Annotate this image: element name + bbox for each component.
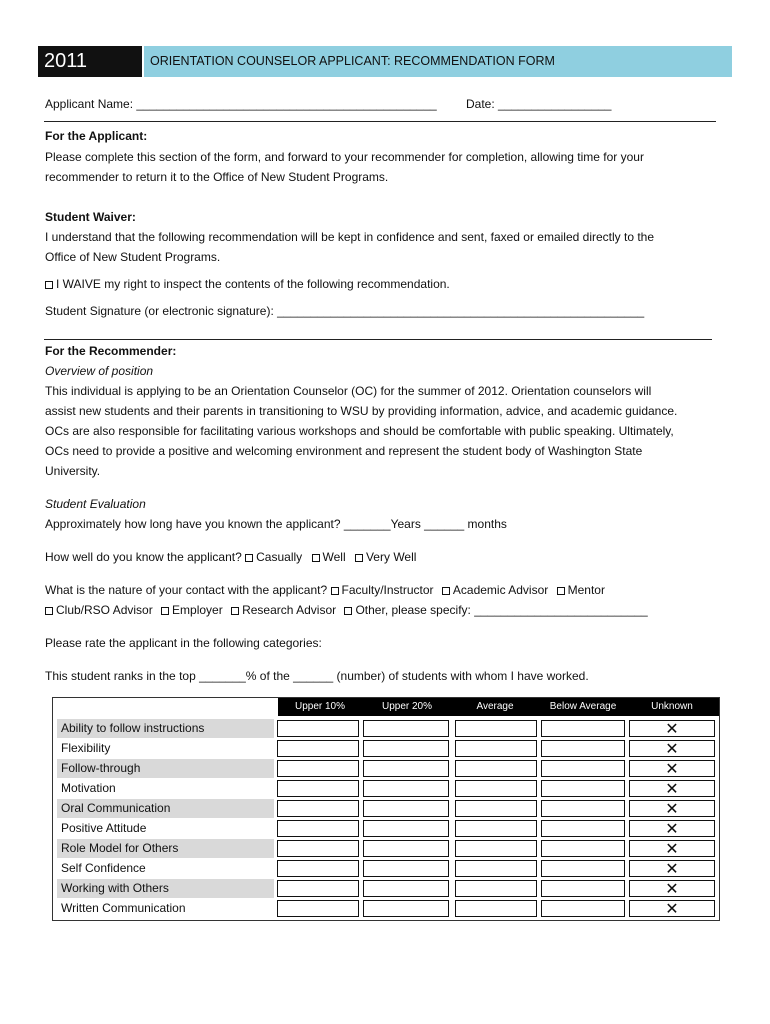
applicant-instructions-line: Please complete this section of the form, and forward to your recommender for completion, allowing time for your (45, 150, 644, 164)
unknown-rating-cell[interactable] (629, 840, 715, 857)
rating-cell[interactable] (363, 720, 449, 737)
overview-heading: Overview of position (45, 364, 154, 378)
faculty-label: Faculty/Instructor (341, 583, 434, 597)
rating-cell[interactable] (541, 900, 625, 917)
rating-row-label: Working with Others (57, 879, 274, 898)
rating-cell[interactable] (277, 820, 359, 837)
column-header: Upper 10% (294, 701, 346, 712)
rating-cell[interactable] (455, 760, 537, 777)
how-well-label: How well do you know the applicant? (45, 550, 242, 564)
unknown-rating-cell[interactable] (629, 760, 715, 777)
rating-cell[interactable] (455, 880, 537, 897)
student-signature-field[interactable]: Student Signature (or electronic signature): _______________________________________________________ (45, 304, 645, 318)
other-specify-field[interactable]: Other, please specify: __________________________ (355, 603, 648, 617)
overview-line: assist new students and their parents in transitioning to WSU by providing information, advice, and academic guidance. (45, 404, 678, 418)
overview-line: OCs need to provide a positive and welcoming environment and represent the student body of Washington State (45, 444, 643, 458)
well-checkbox[interactable] (312, 554, 320, 562)
rating-cell[interactable] (363, 800, 449, 817)
mentor-checkbox[interactable] (557, 587, 565, 595)
rating-cell[interactable] (277, 840, 359, 857)
how-well-row (45, 547, 416, 567)
rating-cell[interactable] (541, 720, 625, 737)
rating-cell[interactable] (455, 840, 537, 857)
rating-cell[interactable] (541, 860, 625, 877)
column-header: Unknown (651, 701, 693, 712)
overview-line: This individual is applying to be an Orientation Counselor (OC) for the summer of 2012. Orientation counselors will (45, 384, 652, 398)
recommender-heading: For the Recommender: (45, 344, 177, 358)
known-length-field[interactable]: Approximately how long have you known the applicant? _______Years ______ months (45, 517, 507, 531)
rating-row-label: Positive Attitude (61, 821, 147, 835)
rating-row-label: Oral Communication (57, 799, 274, 818)
rating-cell[interactable] (363, 820, 449, 837)
well-label: Well (322, 550, 346, 564)
rating-row-label: Motivation (61, 781, 116, 795)
rating-cell[interactable] (541, 880, 625, 897)
overview-line: University. (45, 464, 101, 478)
overview-line: OCs are also responsible for facilitating various workshops and should be comfortable with public speaking. Ultimately, (45, 424, 674, 438)
unknown-rating-cell[interactable] (629, 800, 715, 817)
research-advisor-label: Research Advisor (242, 603, 337, 617)
x-mark-icon: ✕ (665, 901, 679, 918)
unknown-rating-cell[interactable] (629, 740, 715, 757)
x-mark-icon: ✕ (665, 781, 679, 798)
employer-label: Employer (172, 603, 223, 617)
club-advisor-checkbox[interactable] (45, 607, 53, 615)
rating-cell[interactable] (363, 880, 449, 897)
waiver-checkbox[interactable] (45, 281, 53, 289)
rating-cell[interactable] (455, 780, 537, 797)
club-advisor-label: Club/RSO Advisor (56, 603, 153, 617)
unknown-rating-cell[interactable] (629, 820, 715, 837)
x-mark-icon: ✕ (665, 821, 679, 838)
rating-cell[interactable] (277, 860, 359, 877)
header-year: 2011 (38, 46, 142, 77)
rating-cell[interactable] (363, 760, 449, 777)
faculty-checkbox[interactable] (331, 587, 339, 595)
x-mark-icon: ✕ (665, 761, 679, 778)
rating-row-label: Written Communication (61, 901, 186, 915)
evaluation-heading: Student Evaluation (45, 497, 146, 511)
applicant-instructions-line: recommender to return it to the Office of New Student Programs. (45, 170, 389, 184)
rating-cell[interactable] (455, 800, 537, 817)
date-field[interactable]: Date: _________________ (466, 97, 612, 111)
x-mark-icon: ✕ (665, 881, 679, 898)
waiver-checkbox-row[interactable] (45, 274, 450, 294)
unknown-rating-cell[interactable] (629, 900, 715, 917)
academic-advisor-label: Academic Advisor (452, 583, 549, 597)
waiver-checkbox-label: I WAIVE my right to inspect the contents of the following recommendation. (56, 277, 450, 291)
x-mark-icon: ✕ (665, 741, 679, 758)
rating-cell[interactable] (363, 840, 449, 857)
unknown-rating-cell[interactable] (629, 780, 715, 797)
rating-cell[interactable] (541, 820, 625, 837)
rating-cell[interactable] (541, 760, 625, 777)
rating-cell[interactable] (455, 900, 537, 917)
rating-cell[interactable] (277, 800, 359, 817)
casually-checkbox[interactable] (245, 554, 253, 562)
other-checkbox[interactable] (344, 607, 352, 615)
waiver-text-line: I understand that the following recommendation will be kept in confidence and sent, faxed or emailed directly to the (45, 230, 655, 244)
rating-cell[interactable] (455, 720, 537, 737)
contact-row-2 (45, 600, 648, 620)
waiver-text-line: Office of New Student Programs. (45, 250, 221, 264)
research-advisor-checkbox[interactable] (231, 607, 239, 615)
rate-prompt: Please rate the applicant in the following categories: (45, 636, 322, 650)
rating-row-label: Ability to follow instructions (57, 719, 274, 738)
rating-row-label: Follow-through (57, 759, 274, 778)
rating-cell[interactable] (277, 880, 359, 897)
rating-cell[interactable] (363, 860, 449, 877)
divider (44, 339, 712, 340)
x-mark-icon: ✕ (665, 841, 679, 858)
rating-cell[interactable] (455, 820, 537, 837)
divider (44, 121, 716, 122)
rating-cell[interactable] (541, 840, 625, 857)
rating-cell[interactable] (541, 740, 625, 757)
rank-field[interactable]: This student ranks in the top _______% of the ______ (number) of students with whom I have worked. (45, 669, 589, 683)
waiver-heading: Student Waiver: (45, 210, 136, 224)
rating-cell[interactable] (277, 720, 359, 737)
academic-advisor-checkbox[interactable] (442, 587, 450, 595)
applicant-section-heading: For the Applicant: (45, 129, 148, 143)
rating-row-label: Flexibility (61, 741, 111, 755)
unknown-rating-cell[interactable] (629, 880, 715, 897)
rating-cell[interactable] (455, 860, 537, 877)
employer-checkbox[interactable] (161, 607, 169, 615)
rating-cell[interactable] (277, 780, 359, 797)
rating-cell[interactable] (455, 740, 537, 757)
contact-label: What is the nature of your contact with the applicant? (45, 583, 328, 597)
rating-cell[interactable] (277, 900, 359, 917)
column-header: Average (476, 701, 514, 712)
form-title: ORIENTATION COUNSELOR APPLICANT: RECOMMENDATION FORM (150, 54, 555, 68)
contact-row-1 (45, 580, 605, 600)
very-well-label: Very Well (365, 550, 417, 564)
rating-cell[interactable] (541, 800, 625, 817)
x-mark-icon: ✕ (665, 801, 679, 818)
applicant-name-field[interactable]: Applicant Name: _____________________________________________ (45, 97, 437, 111)
rating-cell[interactable] (363, 900, 449, 917)
rating-cell[interactable] (363, 740, 449, 757)
casually-label: Casually (256, 550, 303, 564)
x-mark-icon: ✕ (665, 721, 679, 738)
x-mark-icon: ✕ (665, 861, 679, 878)
rating-row-label: Self Confidence (61, 861, 146, 875)
rating-cell[interactable] (363, 780, 449, 797)
rating-cell[interactable] (541, 780, 625, 797)
rating-cell[interactable] (277, 740, 359, 757)
unknown-rating-cell[interactable] (629, 860, 715, 877)
rating-row-label: Role Model for Others (57, 839, 274, 858)
unknown-rating-cell[interactable] (629, 720, 715, 737)
rating-cell[interactable] (277, 760, 359, 777)
very-well-checkbox[interactable] (355, 554, 363, 562)
column-header: Below Average (549, 701, 617, 712)
column-header: Upper 20% (381, 701, 433, 712)
mentor-label: Mentor (567, 583, 605, 597)
